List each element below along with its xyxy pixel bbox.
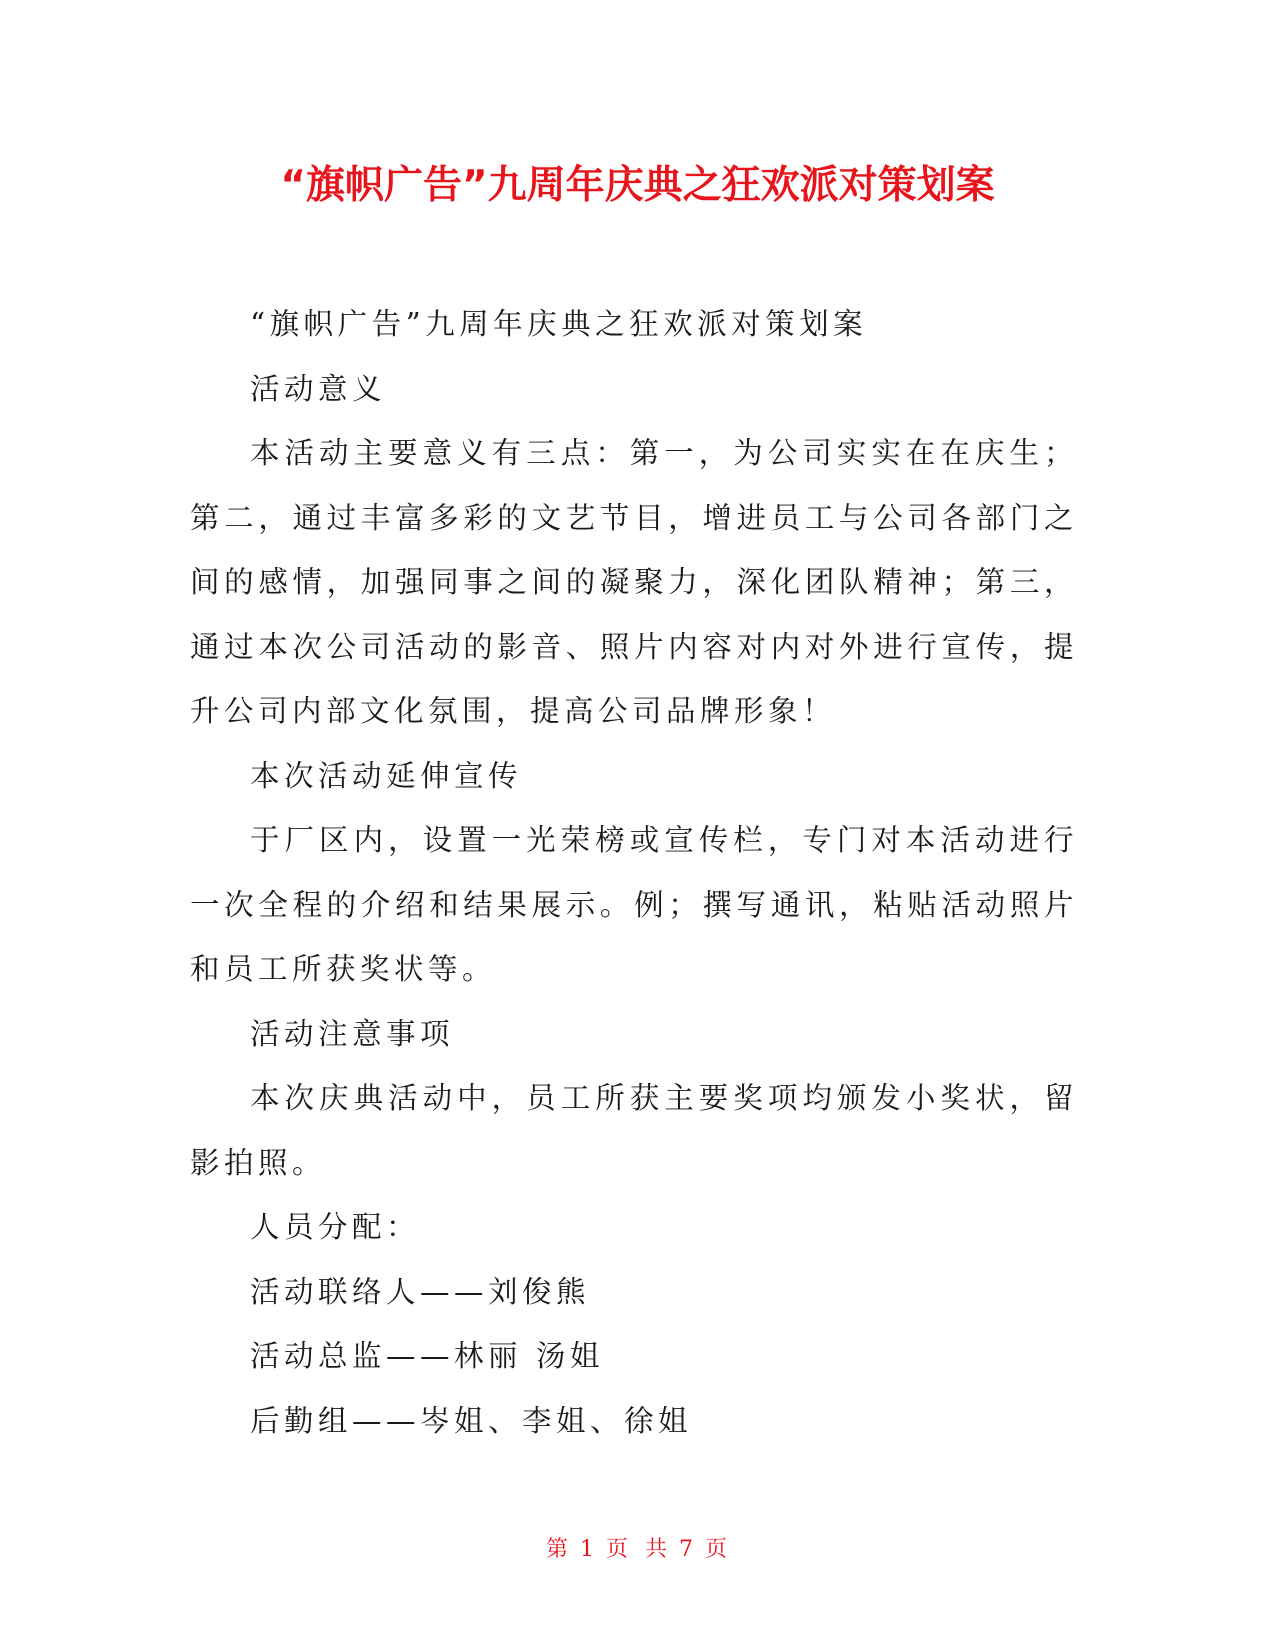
footer-prefix: 第 <box>545 1537 570 1562</box>
staff-director: 活动总监——林丽 汤姐 <box>250 1339 604 1373</box>
promotion-paragraph: 于厂区内，设置一光荣榜或宣传栏，专门对本活动进行一次全程的介绍和结果展示。例；撰写通讯，粘贴活动照片和员工所获奖状等。 <box>190 823 1078 986</box>
notes-paragraph: 本次庆典活动中，员工所获主要奖项均颁发小奖状，留影拍照。 <box>190 1081 1078 1180</box>
section-heading-promotion: 本次活动延伸宣传 <box>250 758 523 793</box>
subtitle-paragraph: “旗帜广告”九周年庆典之狂欢派对策划案 <box>250 307 868 341</box>
document-title: “旗帜广告”九周年庆典之狂欢派对策划案 <box>280 163 995 208</box>
section-heading-significance: 活动意义 <box>250 371 387 406</box>
footer-page-number: 1 <box>580 1537 596 1562</box>
section-heading-staffing: 人员分配： <box>250 1210 421 1244</box>
significance-paragraph: 本活动主要意义有三点：第一，为公司实实在在庆生；第二，通过丰富多彩的文艺节目，增进员工与公司各部门之间的感情，加强同事之间的凝聚力，深化团队精神；第三，通过本次公司活动的影音、照片内容对内对外进行宣传，提升公司内部文化氛围，提高公司品牌形象！ <box>190 436 1078 728</box>
footer-suffix: 页 <box>705 1537 730 1562</box>
document-body <box>190 292 1078 1453</box>
section-heading-notes: 活动注意事项 <box>250 1016 455 1051</box>
page-footer <box>0 1535 1275 1565</box>
footer-total-pages: 7 <box>679 1537 695 1562</box>
staff-logistics: 后勤组——岑姐、李姐、徐姐 <box>250 1403 693 1438</box>
footer-middle: 页 共 <box>606 1537 669 1562</box>
staff-liaison: 活动联络人——刘俊熊 <box>250 1274 591 1309</box>
